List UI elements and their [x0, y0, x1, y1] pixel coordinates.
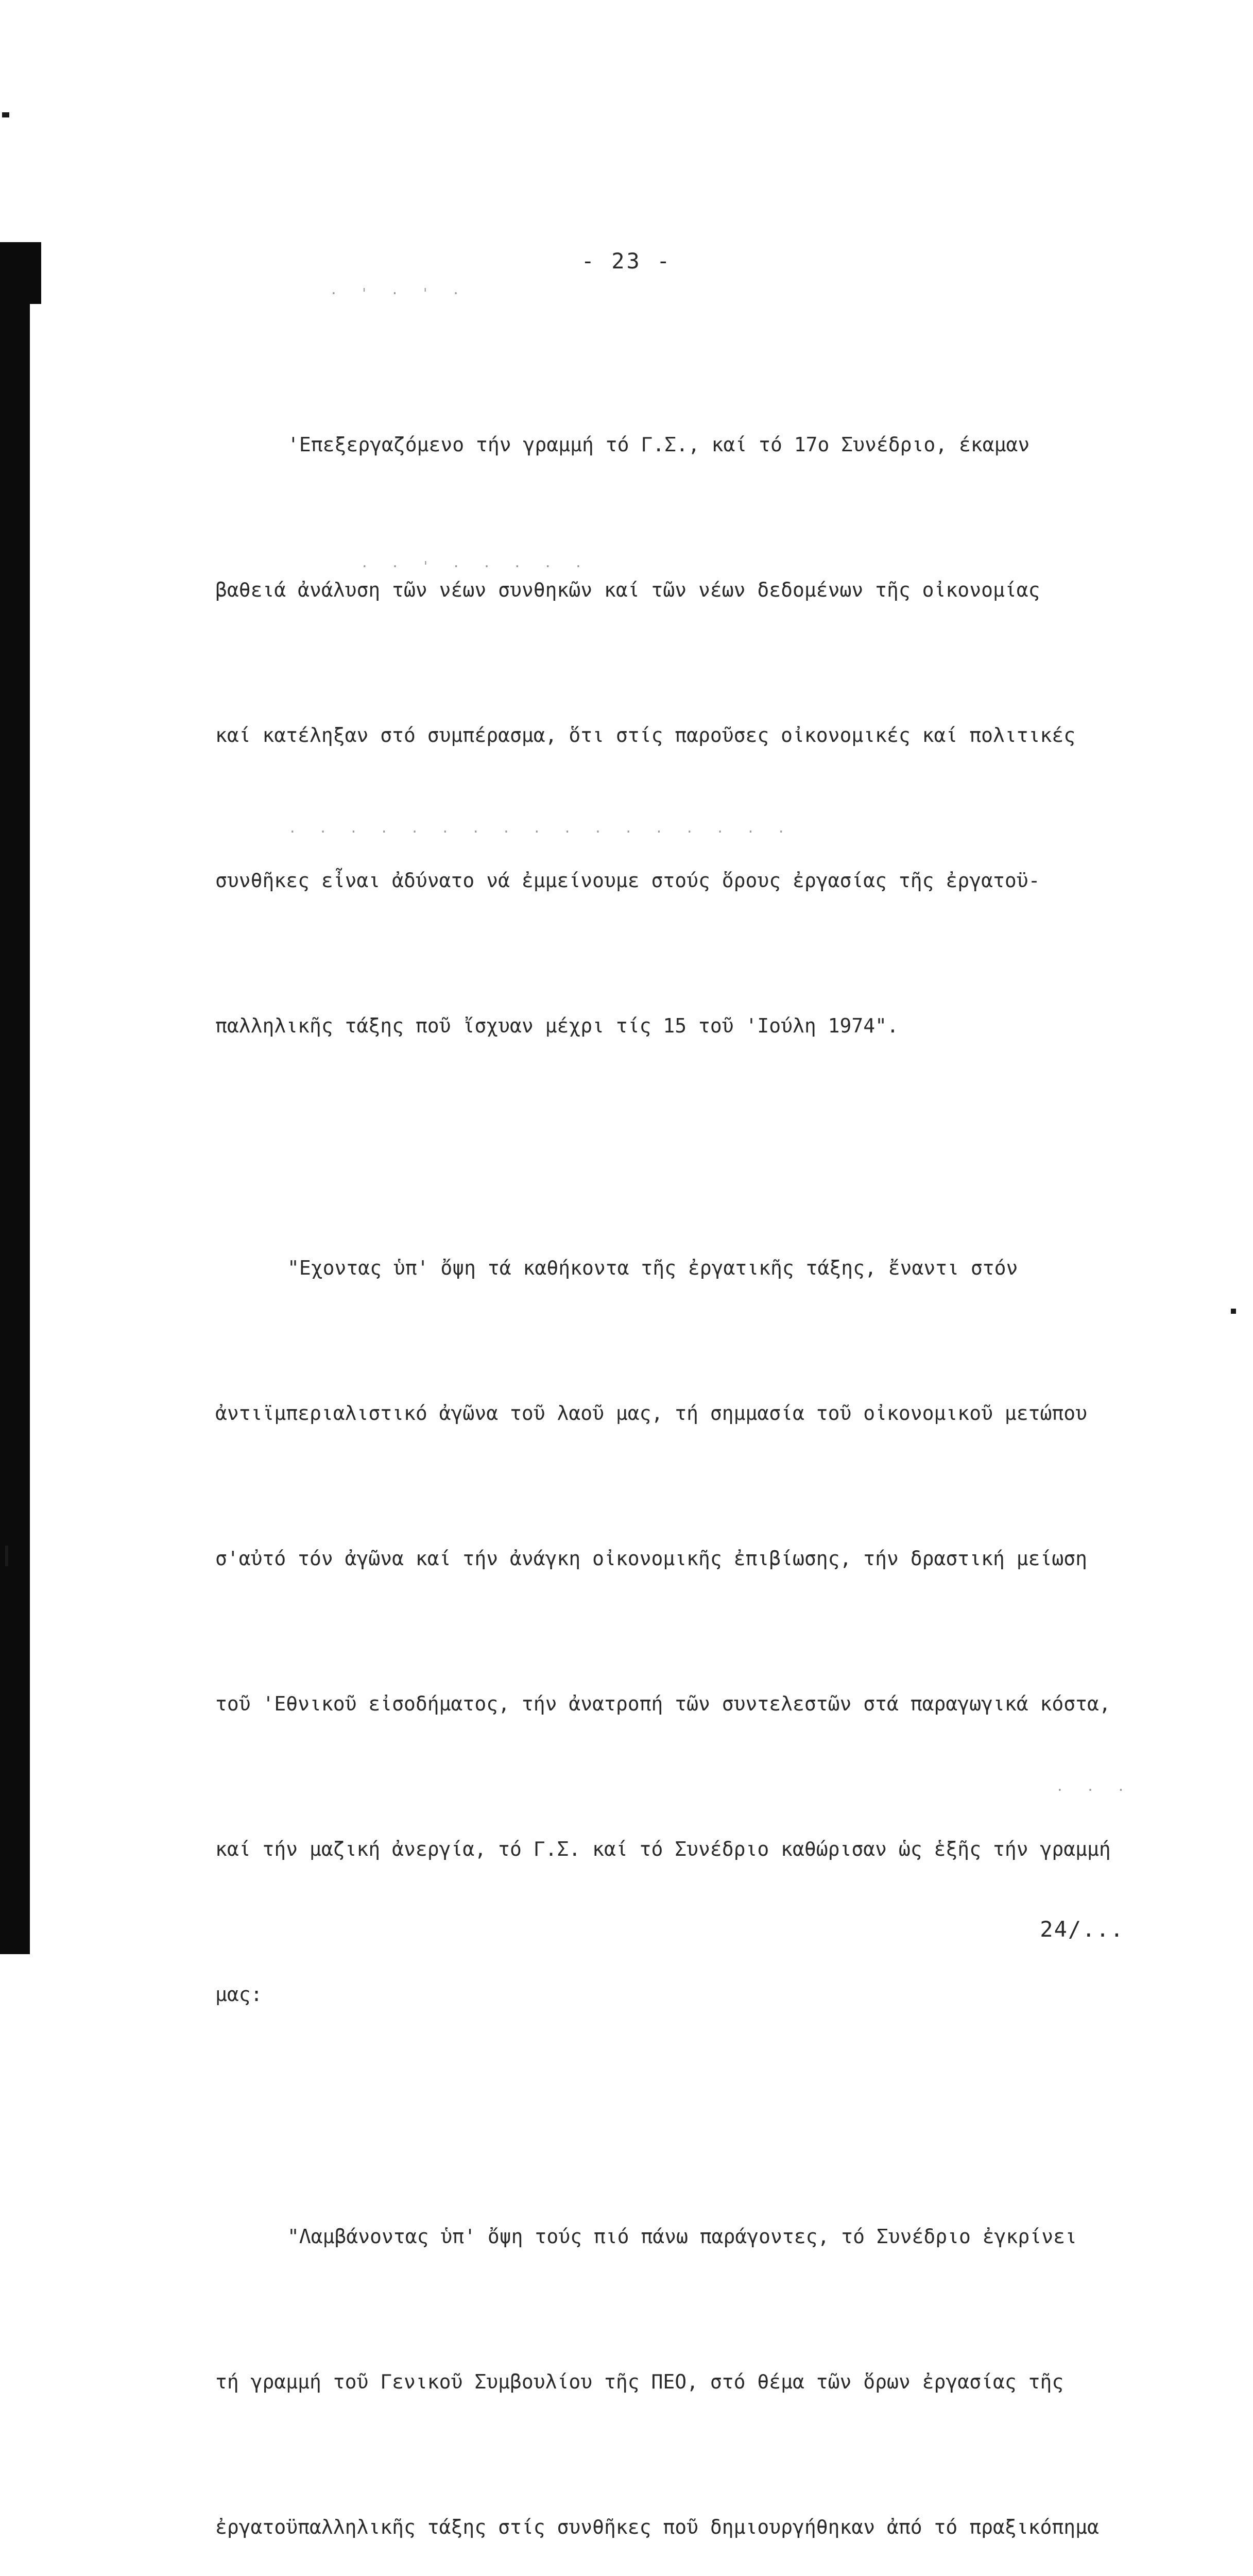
text-line: καί τήν μαζική ἀνεργία, τό Γ.Σ. καί τό Συνέδριο καθώρισαν ὡς ἑξῆς τήν γραμμή: [215, 1838, 1111, 1860]
scan-dust: · · ' · · · · ·: [361, 559, 590, 574]
text-line: τοῦ 'Εθνικοῦ εἰσοδήματος, τήν ἀνατροπή τῶν συντελεστῶν στά παραγωγικά κόστα,: [215, 1692, 1111, 1715]
scan-mark: [5, 1546, 8, 1566]
text-line: σ'αὐτό τόν ἀγῶνα καί τήν ἀνάγκη οἰκονομικῆς ἐπιβίωσης, τήν δραστική μείωση: [215, 1547, 1087, 1570]
text-line: "Λαμβάνοντας ὑπ' ὄψη τούς πιό πάνω παράγοντες, τό Συνέδριο ἐγκρίνει: [287, 2225, 1077, 2248]
text-line: καί κατέληξαν στό συμπέρασμα, ὅτι στίς παροῦσες οἰκονομικές καί πολιτικές: [215, 724, 1076, 747]
scan-dust: · · ·: [1056, 1783, 1132, 1798]
text-line: συνθῆκες εἶναι ἀδύνατο νά ἐμμείνουμε στούς ὅρους ἐργασίας τῆς ἐργατοϋ-: [215, 869, 1040, 892]
scan-mark: [1231, 1309, 1236, 1314]
text-line: ἀντιϊμπεριαλιστικό ἀγῶνα τοῦ λαοῦ μας, τή σημμασία τοῦ οἰκονομικοῦ μετώπου: [215, 1402, 1087, 1425]
scan-dust: · · · · · · · · · · · · · · · · ·: [288, 824, 793, 840]
text-line: "Εχοντας ὑπ' ὄψη τά καθήκοντα τῆς ἐργατικῆς τάξης, ἔναντι στόν: [287, 1257, 1018, 1279]
document-body: [215, 324, 1214, 2576]
scan-dark-edge: [0, 242, 30, 1954]
paragraph-3: [215, 2115, 1214, 2576]
text-line: ἐργατοϋπαλληλικῆς τάξης στίς συνθῆκες ποῦ δημιουργήθηκαν ἀπό τό πραξικόπημα: [215, 2516, 1099, 2538]
text-line: παλληλικῆς τάξης ποῦ ἴσχυαν μέχρι τίς 15 τοῦ 'Ιούλη 1974".: [215, 1014, 899, 1037]
text-line: μας:: [215, 1983, 263, 2006]
continuation-marker: 24/...: [1040, 1917, 1124, 1942]
page-number: - 23 -: [581, 248, 672, 274]
text-line: τή γραμμή τοῦ Γενικοῦ Συμβουλίου τῆς ΠΕΟ, στό θέμα τῶν ὅρων ἐργασίας τῆς: [215, 2370, 1064, 2393]
paragraph-1: [215, 324, 1214, 1147]
text-line: βαθειά ἀνάλυση τῶν νέων συνθηκῶν καί τῶν νέων δεδομένων τῆς οἰκονομίας: [215, 579, 1040, 601]
paragraph-2: [215, 1147, 1214, 2115]
text-line: 'Επεξεργαζόμενο τήν γραμμή τό Γ.Σ., καί τό 17ο Συνέδριο, έκαμαν: [287, 433, 1030, 456]
scan-dust: · ' · ' ·: [330, 286, 467, 301]
scan-mark: [2, 112, 9, 117]
